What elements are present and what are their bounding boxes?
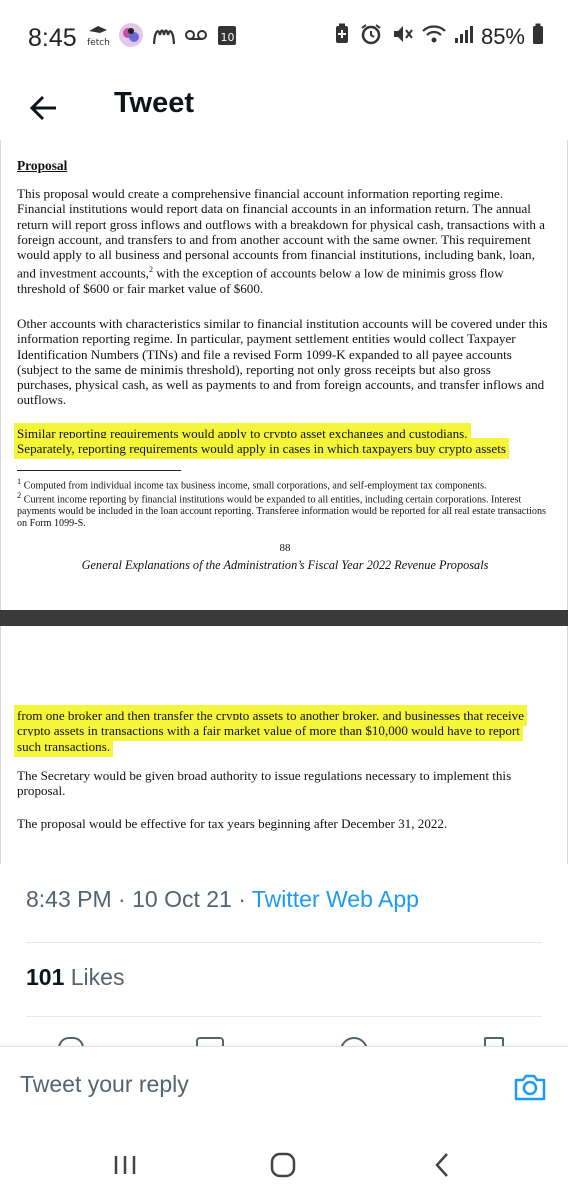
- paragraph-1-text: This proposal would create a comprehensive financial account information reporting regime. Financial institutions would report data on financial accounts in an information return. The annual return will report gross inflows and outflows with a breakdown for physical cash, transactions with a foreign account, and transfers to and from another account with the same owner. This requirement would apply to all business and personal accounts from financial institutions, including bank, loan, and investment accounts,: [17, 186, 545, 281]
- highlight-line: such transactions.: [17, 738, 111, 754]
- recents-icon: [110, 1150, 140, 1180]
- status-time: 8:45: [28, 24, 77, 52]
- document-highlighted-paragraph-2: [17, 708, 549, 754]
- divider: [26, 942, 542, 943]
- system-icons: [332, 22, 544, 51]
- document-highlighted-paragraph: [17, 426, 549, 457]
- back-button[interactable]: [26, 90, 62, 126]
- like-icon[interactable]: [340, 1037, 368, 1046]
- document-paragraph-3: The Secretary would be given broad authority to issue regulations necessary to implement this proposal.: [17, 768, 512, 799]
- system-nav-bar: [0, 1130, 568, 1200]
- fetch-label: fetch: [87, 38, 110, 48]
- notification-icons: [86, 22, 238, 53]
- fetch-icon: [86, 22, 110, 53]
- footnote-ref-2: 2: [149, 265, 153, 275]
- paragraph-1-end: with the exception of accounts below a low de minimis gross flow threshold of $600 or fair market value of $600.: [17, 265, 504, 297]
- likes-label: Likes: [64, 964, 125, 990]
- meta-separator: ·: [111, 886, 133, 912]
- highlight-line: from one broker and then transfer the crypto assets to another broker, and businesses that receive: [17, 708, 525, 723]
- tweet-image-2[interactable]: [0, 626, 568, 864]
- nav-back-button[interactable]: [428, 1150, 458, 1180]
- reply-input[interactable]: Tweet your reply: [20, 1071, 189, 1097]
- reply-bar: [0, 1046, 568, 1130]
- vibrate-mute-icon: [390, 22, 414, 51]
- signal-icon: [454, 22, 474, 51]
- home-button[interactable]: [268, 1150, 298, 1180]
- document-paragraph-1: [17, 186, 549, 296]
- footnote-2-text: Current income reporting by financial institutions would be expanded to all entities, including certain corporations. Interest payments would be included in the loan account reporting. Transferee information would be reported for all real estate transactions on Form 1099-S.: [17, 494, 546, 530]
- highlight-line: Separately, reporting requirements would apply in cases in which taxpayers buy crypto assets: [17, 441, 506, 457]
- app-header: [0, 78, 568, 138]
- chevron-left-icon: [428, 1150, 458, 1180]
- likes-count: 101: [26, 964, 65, 990]
- battery-percent: 85%: [480, 23, 525, 49]
- highlight-line: Similar reporting requirements would apply to crypto asset exchanges and custodians.: [17, 426, 468, 441]
- home-icon: [268, 1150, 298, 1180]
- recents-button[interactable]: [110, 1150, 140, 1180]
- mcdonalds-icon: [152, 23, 176, 52]
- footnote-1-number: 1: [17, 477, 22, 486]
- camera-button[interactable]: [512, 1069, 548, 1105]
- battery-icon: [532, 22, 544, 51]
- alarm-icon: [359, 22, 383, 51]
- page-number: 88: [279, 542, 291, 554]
- highlight-line: crypto assets in transactions with a fair market value of more than $10,000 would have to report: [17, 723, 520, 739]
- page-title: Tweet: [114, 87, 195, 119]
- page-caption: General Explanations of the Administration’s Fiscal Year 2022 Revenue Proposals: [81, 558, 489, 572]
- footnote-2-number: 2: [17, 491, 22, 500]
- tweet-actions: [0, 1032, 568, 1046]
- document-heading: Proposal: [17, 158, 68, 173]
- calendar-day: 10: [220, 31, 235, 44]
- footnote-1-text: Computed from individual income tax business income, small corporations, and self-employment tax components.: [21, 480, 487, 492]
- meta-separator: ·: [231, 886, 252, 912]
- share-icon[interactable]: [484, 1037, 504, 1046]
- tweet-source-link[interactable]: Twitter Web App: [251, 886, 419, 912]
- tweet-timestamp: [26, 886, 419, 913]
- avatar-icon: [118, 22, 144, 53]
- tweet-date[interactable]: 10 Oct 21: [132, 886, 232, 912]
- document-paragraph-4: The proposal would be effective for tax years beginning after December 31, 2022.: [17, 816, 448, 831]
- reply-icon[interactable]: [58, 1037, 84, 1046]
- arrow-left-icon: [26, 90, 62, 126]
- battery-saver-icon: [332, 22, 352, 51]
- page-separator: [0, 610, 568, 626]
- divider: [26, 1016, 542, 1017]
- status-bar: [0, 0, 568, 78]
- voicemail-icon: [184, 23, 208, 52]
- retweet-icon[interactable]: [196, 1037, 224, 1046]
- tweet-image-1[interactable]: [0, 140, 568, 610]
- footnote-2: [17, 490, 552, 530]
- tweet-time[interactable]: 8:43 PM: [26, 886, 112, 912]
- camera-icon: [512, 1069, 548, 1105]
- calendar-icon: [216, 23, 238, 52]
- footnote-divider: [17, 470, 181, 471]
- document-paragraph-2: Other accounts with characteristics similar to financial institution accounts will be covered under this information reporting regime. In particular, payment settlement entities would collect Taxpayer Identification Numbers (TINs) and file a revised Form 1099-K expanded to all payee accounts (subject to the same de minimis threshold), reporting not only gross receipts but also gross purchases, physical cash, as well as payments to and from foreign accounts, and transfer inflows and outflows.: [17, 316, 548, 408]
- wifi-icon: [421, 22, 447, 51]
- likes-count-link[interactable]: [26, 964, 124, 991]
